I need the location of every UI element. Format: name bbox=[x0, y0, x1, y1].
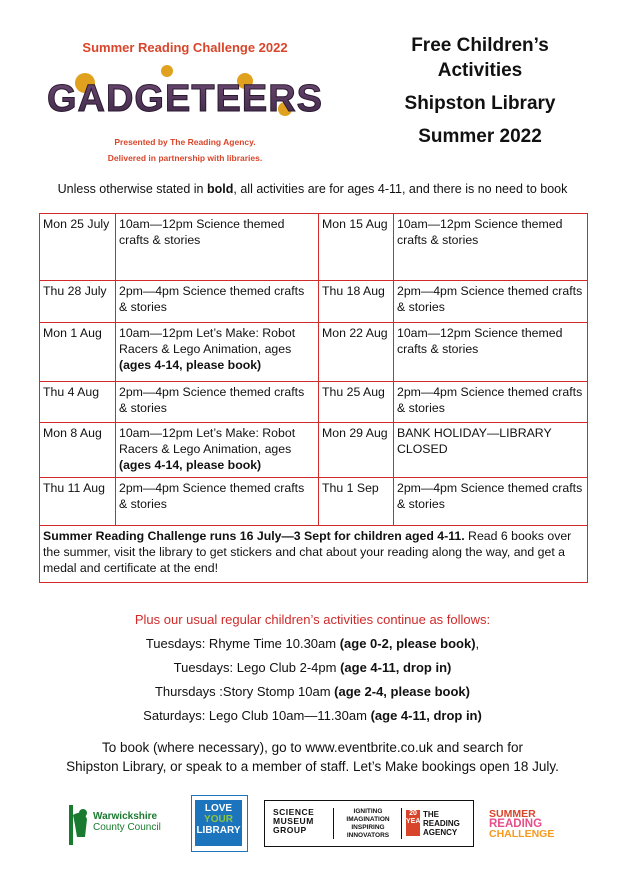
partner-logos bbox=[0, 795, 625, 855]
list-item bbox=[20, 660, 605, 684]
ignite-line-2: IMAGINATION bbox=[346, 816, 390, 823]
wcc-line-1: Warwickshire bbox=[93, 811, 158, 822]
activity-note: (age 0-2, please book) bbox=[339, 636, 476, 651]
ignite-line-1: IGNITING bbox=[353, 808, 383, 815]
right-date-cell: Thu 1 Sep bbox=[319, 478, 394, 526]
booking-note: (ages 4-14, please book) bbox=[119, 458, 262, 472]
left-activity-cell bbox=[116, 214, 319, 281]
booking-line-1: To book (where necessary), go to www.eventbrite.co.uk and search for bbox=[102, 740, 523, 755]
activity-text: Tuesdays: Rhyme Time 10.30am bbox=[145, 636, 340, 651]
list-item bbox=[20, 684, 605, 708]
regular-activities-list bbox=[20, 636, 605, 732]
right-date-cell: Thu 18 Aug bbox=[319, 281, 394, 323]
activity-text: Thursdays :Story Stomp 10am bbox=[154, 684, 335, 699]
summer-reading-challenge-logo bbox=[489, 809, 554, 839]
table-row bbox=[40, 281, 588, 323]
ignite-line-3: INSPIRING bbox=[351, 824, 385, 831]
right-activity-cell: 10am—12pm Science themed crafts & stories bbox=[394, 214, 588, 281]
title-line-4: Summer 2022 bbox=[418, 126, 542, 147]
table-row bbox=[40, 214, 588, 281]
table-row bbox=[40, 526, 588, 583]
tra-line-3: AGENCY bbox=[423, 828, 458, 837]
left-date-cell: Thu 11 Aug bbox=[40, 478, 116, 526]
left-date-cell: Mon 25 July bbox=[40, 214, 116, 281]
divider bbox=[401, 808, 402, 839]
booking-info bbox=[20, 738, 605, 776]
activity-note: (age 4-11, drop in) bbox=[370, 708, 482, 723]
left-date-cell: Mon 1 Aug bbox=[40, 323, 116, 382]
wcc-text bbox=[93, 811, 161, 833]
activity-text: 10am—12pm Let’s Make: Robot Racers & Lego Animation, ages bbox=[119, 326, 296, 356]
reading-agency-text bbox=[423, 810, 460, 837]
activity-text: 10am—12pm Science themed crafts & stories bbox=[119, 217, 285, 247]
src-description: Read 6 books over the summer, visit the library to get stickers and chat about your reading along the way, and get a medal and certificate at the end! bbox=[43, 529, 572, 575]
smg-text bbox=[273, 808, 314, 835]
ignite-line-4: INNOVATORS bbox=[346, 832, 390, 839]
booking-note: (ages 4-14, please book) bbox=[119, 358, 262, 372]
left-date-cell: Thu 28 July bbox=[40, 281, 116, 323]
intro-part-1: Unless otherwise stated in bbox=[57, 182, 207, 196]
left-activity-cell bbox=[116, 478, 319, 526]
activity-text: 2pm—4pm Science themed crafts & stories bbox=[119, 481, 305, 511]
list-item bbox=[20, 636, 605, 660]
science-museum-reading-agency-logo bbox=[264, 800, 474, 847]
logo-text: GADGETEERS bbox=[46, 78, 324, 120]
intro-bold: bold bbox=[207, 182, 234, 196]
lyl-line-2: YOUR bbox=[204, 814, 233, 825]
intro-text bbox=[20, 182, 605, 196]
page-title bbox=[370, 36, 590, 160]
wcc-line-2: County Council bbox=[93, 822, 161, 833]
gadgeteers-branding bbox=[46, 40, 324, 164]
list-item bbox=[20, 708, 605, 732]
twenty-years-badge: 20 YEARS bbox=[406, 810, 420, 836]
presented-by: Presented by The Reading Agency. bbox=[114, 137, 256, 147]
right-activity-cell: 10am—12pm Science themed crafts & stories bbox=[394, 323, 588, 382]
title-line-3: Shipston Library bbox=[404, 93, 556, 114]
src-info-cell bbox=[40, 526, 588, 583]
tra-line-1: THE bbox=[423, 810, 439, 819]
right-activity-cell: 2pm—4pm Science themed crafts & stories bbox=[394, 382, 588, 423]
left-activity-cell bbox=[116, 382, 319, 423]
table-row bbox=[40, 423, 588, 478]
table-row bbox=[40, 478, 588, 526]
smg-line-1: SCIENCE bbox=[273, 807, 315, 817]
right-date-cell: Mon 29 Aug bbox=[319, 423, 394, 478]
igniting-text bbox=[339, 808, 397, 840]
right-date-cell: Mon 22 Aug bbox=[319, 323, 394, 382]
gadgeteers-logo bbox=[46, 63, 324, 127]
tra-line-2: READING bbox=[423, 819, 460, 828]
title-line-1: Free Children’s bbox=[411, 35, 549, 56]
bear-and-staff-icon bbox=[63, 801, 91, 847]
src-dates: Summer Reading Challenge runs 16 July—3 Sept for children aged 4-11. bbox=[43, 529, 465, 543]
activity-text: 2pm—4pm Science themed crafts & stories bbox=[119, 284, 305, 314]
smg-line-2: MUSEUM bbox=[273, 816, 314, 826]
left-date-cell: Mon 8 Aug bbox=[40, 423, 116, 478]
title-line-2: Activities bbox=[437, 60, 523, 81]
right-activity-cell: 2pm—4pm Science themed crafts & stories bbox=[394, 281, 588, 323]
regular-activities-heading: Plus our usual regular children’s activities continue as follows: bbox=[134, 612, 491, 627]
left-date-cell: Thu 4 Aug bbox=[40, 382, 116, 423]
challenge-title: Summer Reading Challenge 2022 bbox=[82, 40, 288, 55]
right-date-cell: Thu 25 Aug bbox=[319, 382, 394, 423]
warwickshire-logo bbox=[63, 801, 173, 847]
left-activity-cell bbox=[116, 323, 319, 382]
smg-line-3: GROUP bbox=[273, 825, 307, 835]
delivered-by: Delivered in partnership with libraries. bbox=[107, 153, 263, 163]
activity-suffix: , bbox=[475, 636, 480, 651]
love-your-library-logo bbox=[191, 795, 248, 852]
activity-text: Saturdays: Lego Club 10am—11.30am bbox=[143, 708, 371, 723]
left-activity-cell bbox=[116, 281, 319, 323]
activity-text: Tuesdays: Lego Club 2-4pm bbox=[173, 660, 341, 675]
lyl-line-3: LIBRARY bbox=[196, 825, 241, 836]
left-activity-cell bbox=[116, 423, 319, 478]
right-date-cell: Mon 15 Aug bbox=[319, 214, 394, 281]
activity-note: (age 2-4, please book) bbox=[334, 684, 470, 699]
right-activity-cell: 2pm—4pm Science themed crafts & stories bbox=[394, 478, 588, 526]
src-line-2: READING bbox=[489, 818, 543, 830]
table-row bbox=[40, 382, 588, 423]
intro-part-2: , all activities are for ages 4-11, and there is no need to book bbox=[233, 182, 568, 196]
table-row bbox=[40, 323, 588, 382]
activity-note: (age 4-11, drop in) bbox=[340, 660, 452, 675]
right-activity-cell: BANK HOLIDAY—LIBRARY CLOSED bbox=[394, 423, 588, 478]
booking-line-2: Shipston Library, or speak to a member of staff. Let’s Make bookings open 18 July. bbox=[66, 759, 559, 774]
activity-text: 10am—12pm Let’s Make: Robot Racers & Lego Animation, ages bbox=[119, 426, 296, 456]
activity-text: 2pm—4pm Science themed crafts & stories bbox=[119, 385, 305, 415]
src-line-3: CHALLENGE bbox=[489, 828, 555, 840]
src-line-1: SUMMER bbox=[489, 808, 536, 820]
lyl-line-1: LOVE bbox=[204, 803, 233, 814]
divider bbox=[333, 808, 334, 839]
schedule-table bbox=[39, 213, 588, 583]
